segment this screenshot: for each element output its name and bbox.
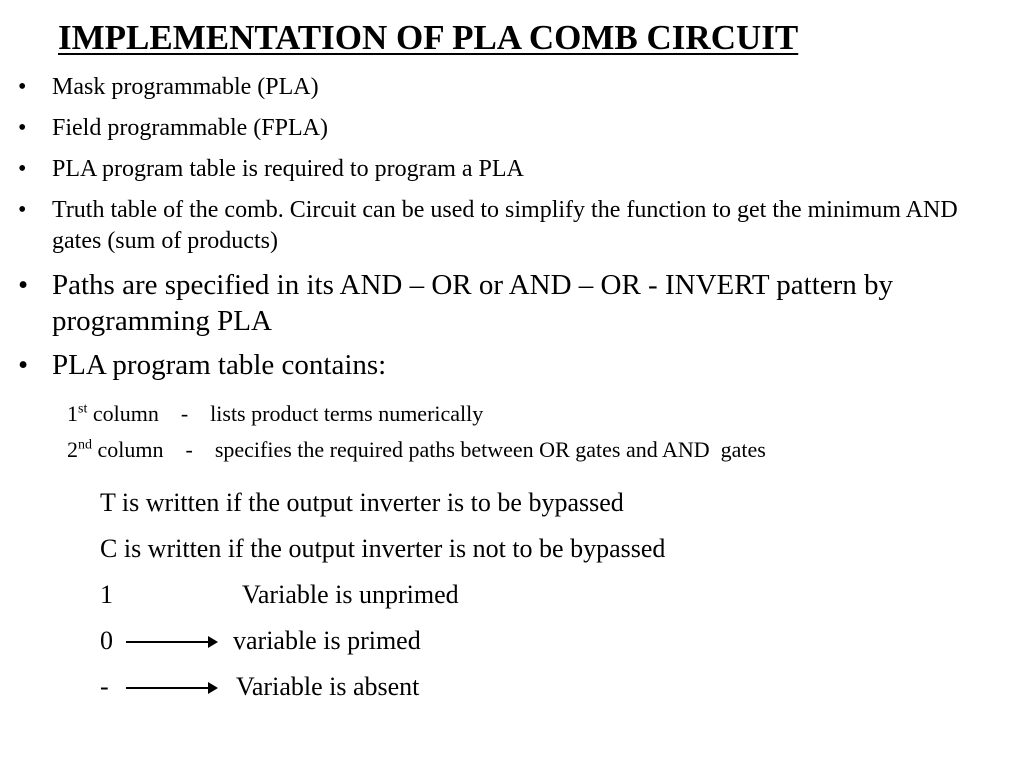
page-title: IMPLEMENTATION OF PLA COMB CIRCUIT [58,18,799,57]
column-number: 1 [67,401,78,426]
note-symbol: 1 [100,580,113,609]
note-text: T is written if the output inverter is to be bypassed [100,488,624,517]
bullet-item [18,72,1008,103]
right-arrow-icon [126,687,216,689]
bullet-text: Paths are specified in its AND – OR or AND – OR - INVERT pattern by programming PLA [52,269,894,337]
bullet-dot: • [18,269,29,301]
bullet-item [18,154,1008,185]
bullet-dot: • [18,156,27,182]
bullet-text: PLA program table is required to program a PLA [52,156,524,182]
bullet-text: Mask programmable (PLA) [52,74,319,100]
column-descriptions [67,400,766,472]
note-line [100,578,665,624]
note-line [100,532,665,578]
bullet-dot: • [18,197,27,223]
column-line-1 [67,400,766,428]
note-text: Variable is unprimed [242,580,459,609]
bullet-item [18,195,1008,257]
bullet-item [18,113,1008,144]
column-label: column - lists product terms numerically [87,401,484,426]
note-symbol: - [100,672,109,701]
bullet-item [18,347,1008,383]
bullet-dot: • [18,115,27,141]
note-text: variable is primed [233,626,421,655]
bullet-list [18,72,1008,391]
note-symbol: 0 [100,626,113,655]
column-line-2 [67,436,766,464]
note-text: C is written if the output inverter is not to be bypassed [100,534,666,563]
bullet-item [18,267,1008,339]
bullet-dot: • [18,74,27,100]
note-text: Variable is absent [236,672,420,701]
column-number: 2 [67,437,78,462]
right-arrow-icon [126,641,216,643]
column-ordinal: nd [78,437,92,453]
bullet-dot: • [18,349,29,381]
column-ordinal: st [78,401,88,417]
note-line [100,486,665,532]
bullet-text: Truth table of the comb. Circuit can be used to simplify the function to get the minimum AND gates (sum of products) [52,197,958,254]
column-label: column - specifies the required paths between OR gates and AND gates [92,437,766,462]
note-line [100,624,665,670]
notes-list [100,486,665,716]
note-line [100,670,665,716]
bullet-text: PLA program table contains: [52,349,387,381]
bullet-text: Field programmable (FPLA) [52,115,328,141]
